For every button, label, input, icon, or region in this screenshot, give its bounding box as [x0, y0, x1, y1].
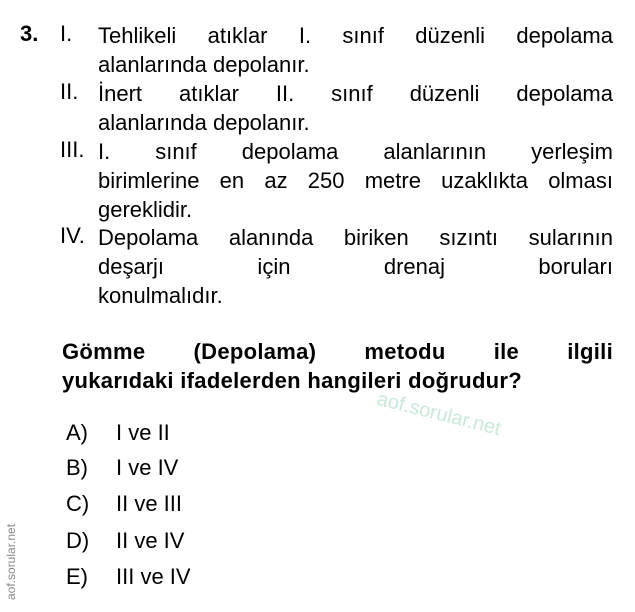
statement-line: alanlarında depolanır.	[98, 110, 310, 135]
option-text: III ve IV	[116, 564, 191, 589]
statement-numeral: IV.	[60, 223, 85, 248]
statement-line: birimlerine en az 250 metre uzaklıkta olması	[98, 168, 613, 193]
question-number: 3.	[20, 21, 39, 46]
statement-numeral: I.	[60, 21, 73, 46]
stem-line: Gömme (Depolama) metodu ile ilgili	[62, 339, 613, 364]
watermark: aof.sorular.net	[374, 388, 503, 441]
statement-numeral: III.	[60, 137, 85, 162]
statement-line: gereklidir.	[98, 197, 193, 222]
option-a[interactable]	[66, 420, 170, 446]
option-letter: C)	[66, 491, 90, 516]
statement-numeral: II.	[60, 79, 79, 104]
statement-line: I. sınıf depolama alanlarının yerleşim	[98, 139, 613, 164]
statement-line: Depolama alanında biriken sızıntı sularının	[98, 225, 613, 250]
option-text: I ve IV	[116, 455, 179, 480]
option-c[interactable]	[66, 491, 182, 517]
statement-1	[60, 21, 613, 79]
option-d[interactable]	[66, 528, 184, 554]
question-stem	[62, 337, 613, 395]
statement-line: alanlarında depolanır.	[98, 52, 310, 77]
option-letter: A)	[66, 420, 88, 445]
statement-line: deşarjı için drenaj boruları	[98, 254, 613, 279]
option-text: II ve IV	[116, 528, 185, 553]
statement-line: konulmalıdır.	[98, 283, 223, 308]
option-letter: D)	[66, 528, 90, 553]
option-b[interactable]	[66, 455, 178, 481]
statement-4	[60, 223, 613, 310]
statement-line: İnert atıklar II. sınıf düzenli depolama	[98, 81, 613, 106]
statement-2	[60, 79, 613, 137]
option-letter: E)	[66, 564, 88, 589]
option-text: I ve II	[116, 420, 170, 445]
option-letter: B)	[66, 455, 88, 480]
statement-line: Tehlikeli atıklar I. sınıf düzenli depolama	[98, 23, 613, 48]
option-e[interactable]	[66, 564, 191, 590]
statement-3	[60, 137, 613, 224]
stem-line: yukarıdaki ifadelerden hangileri doğrudur?	[62, 368, 523, 393]
option-text: II ve III	[116, 491, 183, 516]
side-watermark: aof.sorular.net	[4, 523, 18, 600]
